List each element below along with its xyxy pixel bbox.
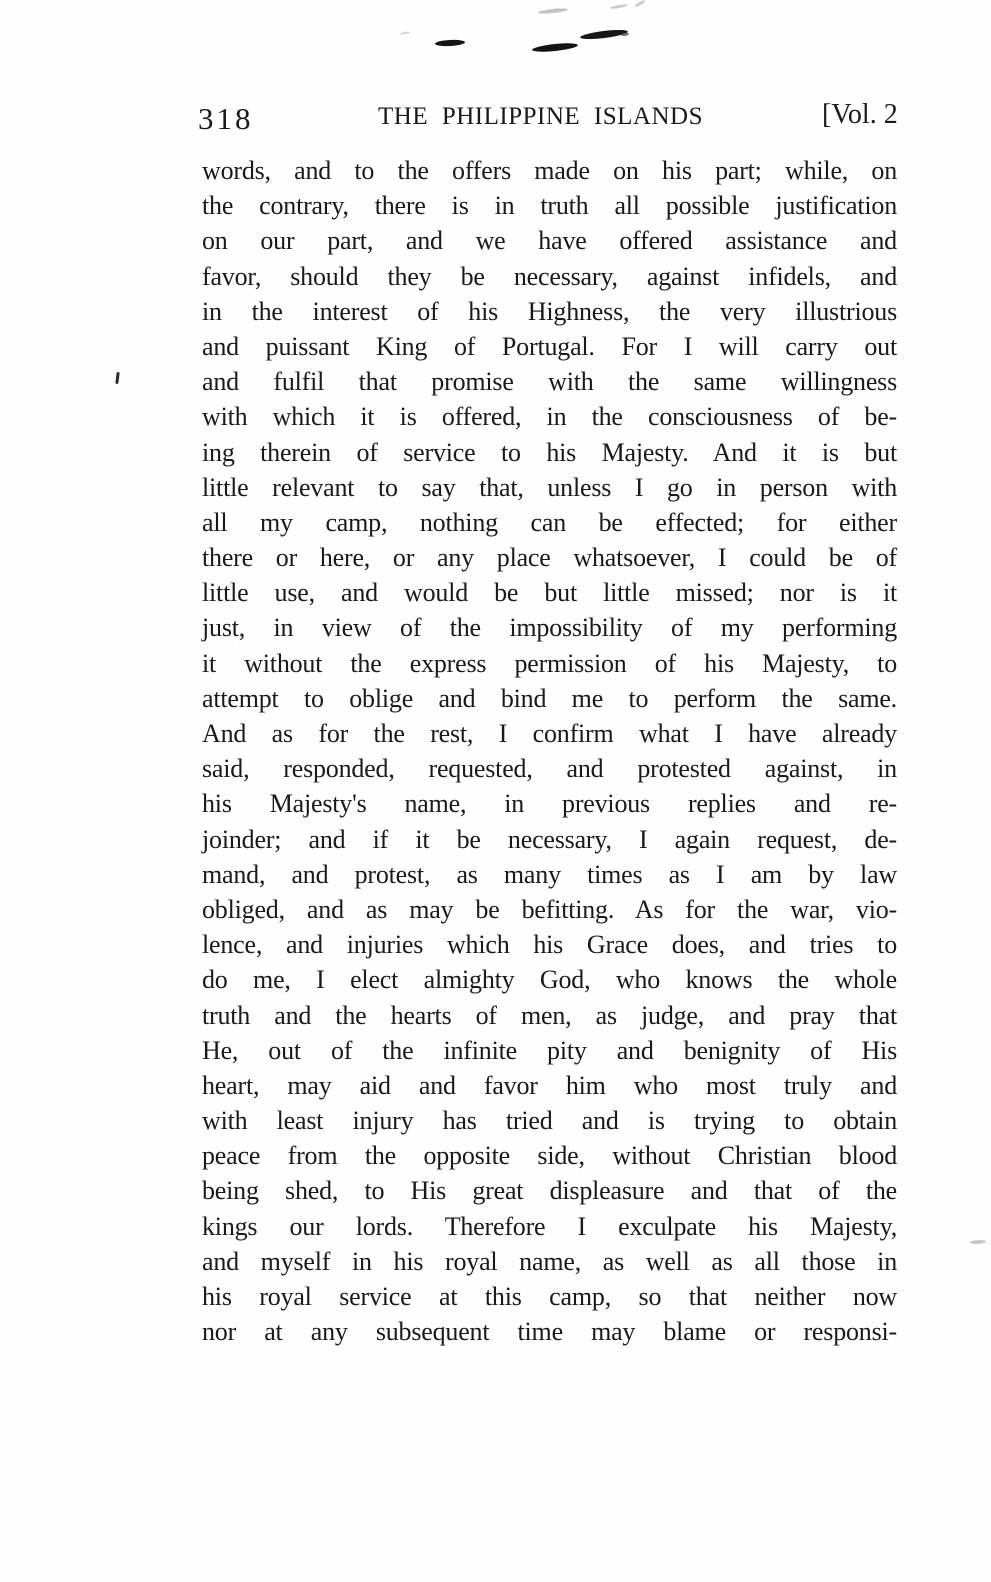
text-line: peace from the opposite side, without Christian blood — [202, 1141, 897, 1171]
volume-label: [Vol. 2 — [822, 99, 898, 130]
text-line: his Majesty's name, in previous replies and re- — [202, 789, 897, 819]
ink-smudge — [634, 0, 646, 8]
text-line: ing therein of service to his Majesty. And it is but — [202, 437, 897, 467]
text-line: said, responded, requested, and protested against, in — [202, 754, 897, 784]
text-line: attempt to oblige and bind me to perform the same. — [202, 683, 897, 713]
page-number: 318 — [198, 101, 254, 136]
body-text — [202, 153, 897, 1349]
margin-ink-speck — [970, 1239, 986, 1244]
text-line: there or here, or any place whatsoever, I could be of — [202, 543, 897, 573]
text-line: kings our lords. Therefore I exculpate his Majesty, — [202, 1211, 897, 1241]
text-line: his royal service at this camp, so that neither now — [202, 1282, 897, 1311]
text-line: nor at any subsequent time may blame or responsi- — [202, 1317, 897, 1347]
text-line: with which it is offered, in the consciousness of be- — [202, 402, 897, 432]
text-line: heart, may aid and favor him who most truly and — [202, 1070, 897, 1100]
text-line: all my camp, nothing can be effected; for either — [202, 507, 897, 537]
ink-smudge — [621, 32, 629, 36]
text-line: and fulfil that promise with the same willingness — [202, 367, 897, 397]
text-line: being shed, to His great displeasure and that of the — [202, 1176, 897, 1206]
text-line: do me, I elect almighty God, who knows the whole — [202, 965, 897, 995]
text-line: truth and the hearts of men, as judge, and pray that — [202, 1000, 897, 1030]
text-line: in the interest of his Highness, the very illustrious — [202, 296, 897, 326]
ink-smudge — [435, 39, 465, 47]
text-line: He, out of the infinite pity and benignity of His — [202, 1035, 897, 1065]
ink-smudge — [610, 3, 628, 9]
text-line: little use, and would be but little missed; nor is it — [202, 578, 897, 608]
text-line: little relevant to say that, unless I go in person with — [202, 472, 897, 502]
text-line: joinder; and if it be necessary, I again request, de- — [202, 824, 897, 854]
text-line: just, in view of the impossibility of my performing — [202, 613, 897, 643]
margin-ink-speck — [115, 372, 119, 384]
text-line: obliged, and as may be befitting. As for the war, vio- — [202, 894, 897, 924]
text-line: on our part, and we have offered assistance and — [202, 226, 897, 256]
text-line: and myself in his royal name, as well as all those in — [202, 1246, 897, 1276]
text-line: and puissant King of Portugal. For I will carry out — [202, 331, 897, 361]
text-line: lence, and injuries which his Grace does, and tries to — [202, 930, 897, 960]
running-title: THE PHILIPPINE ISLANDS — [378, 103, 703, 130]
text-line: words, and to the offers made on his part; while, on — [202, 156, 897, 185]
text-line: with least injury has tried and is trying to obtain — [202, 1106, 897, 1136]
text-line: the contrary, there is in truth all possible justification — [202, 191, 897, 221]
text-line: it without the express permission of his Majesty, to — [202, 648, 897, 678]
text-line: favor, should they be necessary, against infidels, and — [202, 261, 897, 291]
ink-smudge — [532, 42, 578, 54]
text-line: mand, and protest, as many times as I am by law — [202, 859, 897, 889]
ink-smudge — [538, 7, 568, 14]
text-line: And as for the rest, I confirm what I have already — [202, 719, 897, 748]
ink-smudge — [400, 31, 410, 35]
